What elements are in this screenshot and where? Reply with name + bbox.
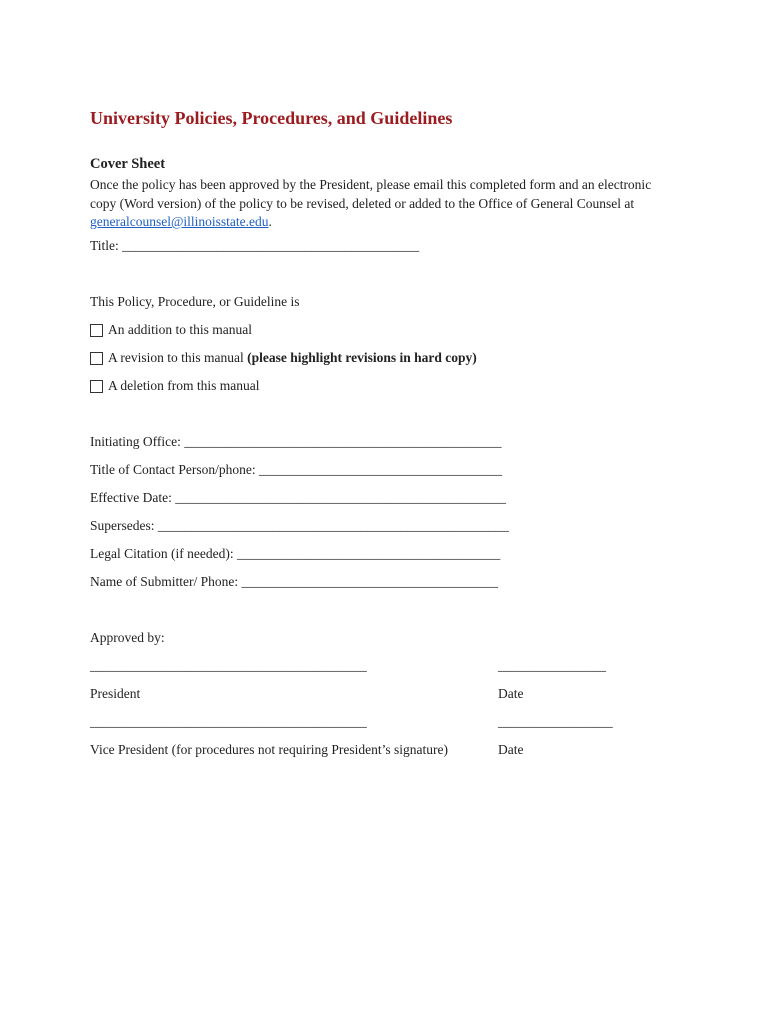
supersedes-field[interactable]: Supersedes: ____________________________________________________ <box>90 518 509 533</box>
general-counsel-email-link[interactable]: generalcounsel@illinoisstate.edu <box>90 214 269 229</box>
title-field[interactable]: Title: ____________________________________________ <box>90 238 420 253</box>
intro-line-2: copy (Word version) of the policy to be revised, deleted or added to the Office of General Counsel at <box>90 195 635 211</box>
vp-label: Vice President (for procedures not requiring President’s signature) <box>90 742 448 757</box>
option-revision-note: (please highlight revisions in hard copy) <box>247 350 477 365</box>
president-date-line[interactable]: ________________ <box>498 658 606 673</box>
submitter-phone-field[interactable]: Name of Submitter/ Phone: ______________________________________ <box>90 574 498 589</box>
president-date-label: Date <box>498 686 524 701</box>
vp-signature-line[interactable]: _________________________________________ <box>90 714 367 729</box>
option-revision[interactable] <box>90 350 477 366</box>
intro-line-3 <box>90 213 690 232</box>
contact-person-field[interactable]: Title of Contact Person/phone: ____________________________________ <box>90 462 502 477</box>
option-revision-label: A revision to this manual <box>108 350 248 365</box>
option-deletion-label: A deletion from this manual <box>108 378 260 393</box>
intro-paragraph <box>90 176 690 232</box>
policy-type-label: This Policy, Procedure, or Guideline is <box>90 294 300 309</box>
vp-date-label: Date <box>498 742 524 757</box>
intro-email-suffix: . <box>268 214 272 229</box>
legal-citation-field[interactable]: Legal Citation (if needed): _______________________________________ <box>90 546 501 561</box>
option-deletion[interactable] <box>90 378 259 394</box>
document-title: University Policies, Procedures, and Guidelines <box>90 108 453 128</box>
cover-sheet-heading: Cover Sheet <box>90 156 166 172</box>
initiating-office-field[interactable]: Initiating Office: _______________________________________________ <box>90 434 502 449</box>
president-label: President <box>90 686 141 701</box>
intro-line-1: Once the policy has been approved by the President, please email this completed form and an electronic <box>90 177 652 192</box>
option-addition[interactable] <box>90 322 252 338</box>
deletion-checkbox[interactable] <box>90 380 103 393</box>
approved-by-label: Approved by: <box>90 630 165 645</box>
revision-checkbox[interactable] <box>90 352 103 365</box>
option-addition-label: An addition to this manual <box>108 322 252 337</box>
president-signature-line[interactable]: _________________________________________ <box>90 658 367 673</box>
effective-date-field[interactable]: Effective Date: _________________________________________________ <box>90 490 506 505</box>
addition-checkbox[interactable] <box>90 324 103 337</box>
vp-date-line[interactable]: _________________ <box>498 714 613 729</box>
